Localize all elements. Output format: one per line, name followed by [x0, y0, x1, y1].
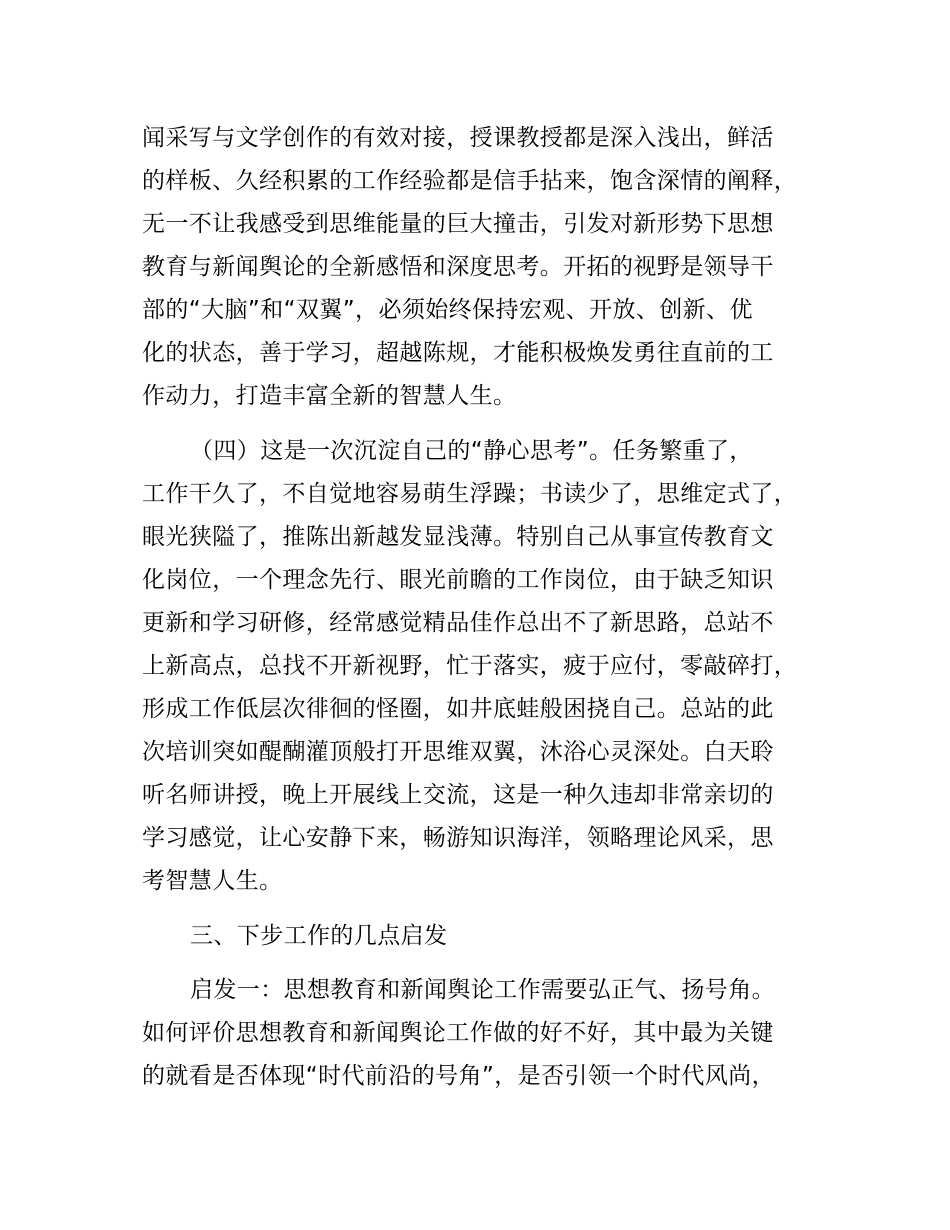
text-line: 的样板、久经积累的工作经验都是信手拈来，饱含深情的阐释， [142, 168, 798, 194]
text-line: 听名师讲授，晚上开展线上交流，这是一种久违却非常亲切的 [142, 782, 774, 808]
text-line: 更新和学习研修，经常感觉精品佳作总出不了新思路，总站不 [142, 610, 774, 636]
paragraph-heading: （四）这是一次沉淀自己的“静心思考”。任务繁重了， [190, 438, 753, 464]
text-line: 部的“大脑”和“双翼”，必须始终保持宏观、开放、创新、优 [142, 297, 753, 323]
text-line: 形成工作低层次徘徊的怪圈，如井底蛙般困挠自己。总站的此 [142, 696, 774, 722]
text-line: 考智慧人生。 [142, 868, 283, 894]
text-line: 工作干久了，不自觉地容易萌生浮躁；书读少了，思维定式了， [142, 481, 798, 507]
paragraph-heading: 启发一：思想教育和新闻舆论工作需要弘正气、扬号角。 [190, 977, 775, 1003]
text-line: 作动力，打造丰富全新的智慧人生。 [142, 383, 517, 409]
text-line: 闻采写与文学创作的有效对接，授课教授都是深入浅出，鲜活 [142, 125, 774, 151]
text-line: 的就看是否体现“时代前沿的号角”，是否引领一个时代风尚， [142, 1063, 776, 1089]
text-line: 化岗位，一个理念先行、眼光前瞻的工作岗位，由于缺乏知识 [142, 567, 774, 593]
section-heading: 三、下步工作的几点启发 [190, 923, 448, 949]
text-line: 化的状态，善于学习，超越陈规，才能积极焕发勇往直前的工 [142, 340, 774, 366]
text-line: 眼光狭隘了，推陈出新越发显浅薄。特别自己从事宣传教育文 [142, 524, 774, 550]
text-line: 次培训突如醍醐灌顶般打开思维双翼，沐浴心灵深处。白天聆 [142, 739, 774, 765]
text-line: 教育与新闻舆论的全新感悟和深度思考。开拓的视野是领导干 [142, 254, 774, 280]
text-line: 无一不让我感受到思维能量的巨大撞击，引发对新形势下思想 [142, 211, 774, 237]
text-line: 如何评价思想教育和新闻舆论工作做的好不好，其中最为关键 [142, 1020, 774, 1046]
text-line: 上新高点，总找不开新视野，忙于落实，疲于应付，零敲碎打， [142, 653, 798, 679]
text-line: 学习感觉，让心安静下来，畅游知识海洋，领略理论风采，思 [142, 825, 774, 851]
